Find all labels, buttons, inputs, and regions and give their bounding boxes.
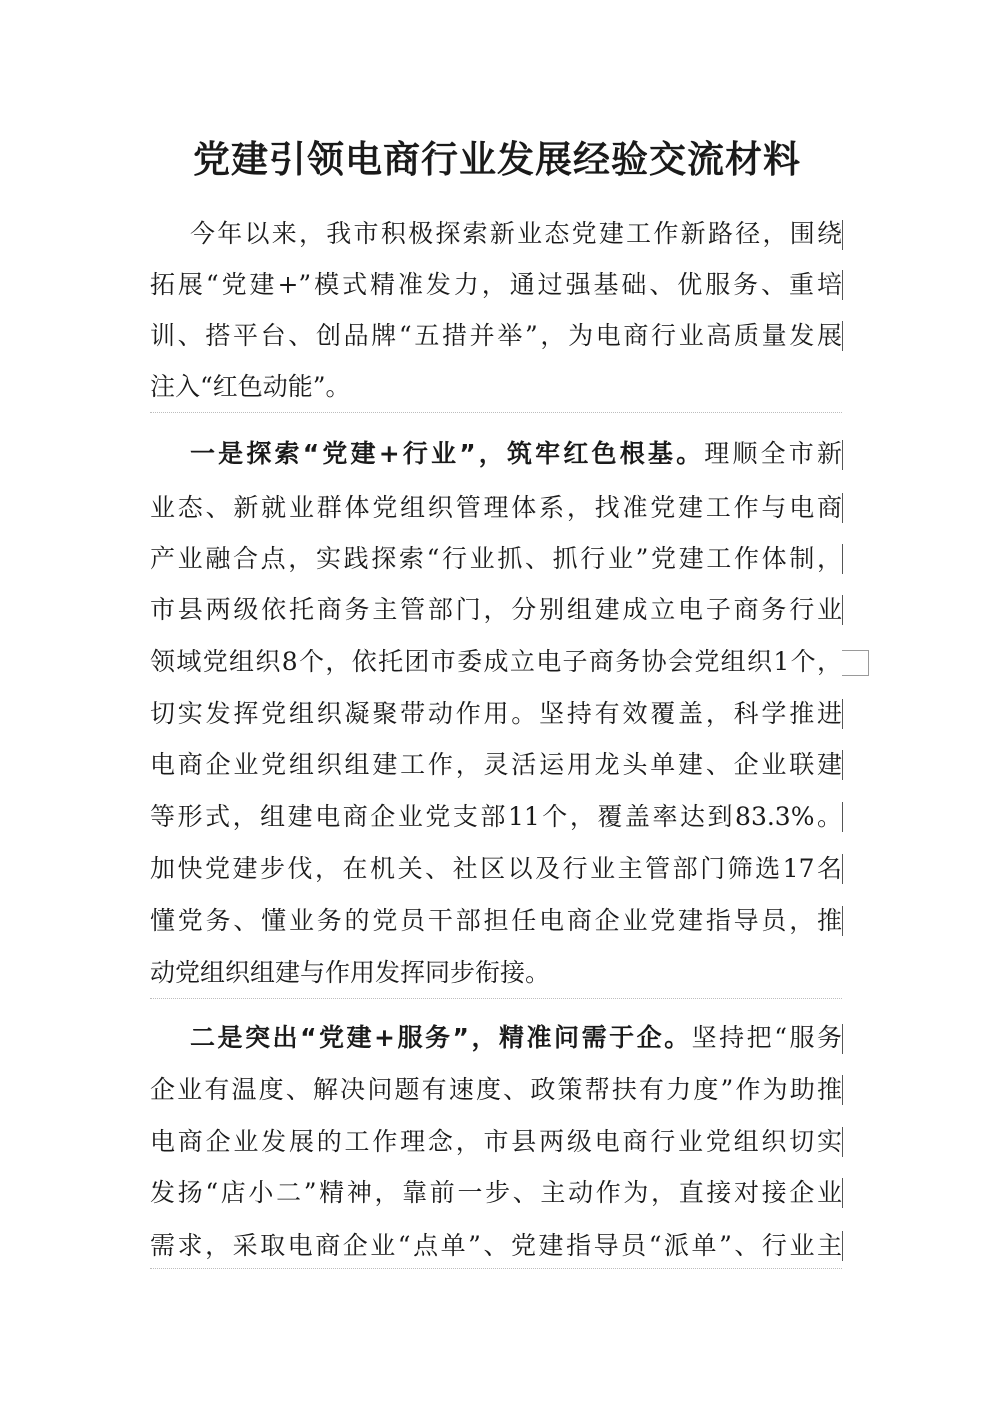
text-boundary-mark: [842, 440, 843, 470]
paragraph-separator: [150, 412, 842, 413]
text-boundary-mark: [842, 854, 843, 884]
paragraph-text: 坚持把“服务: [691, 1023, 842, 1052]
section-heading-line: [190, 1018, 842, 1058]
text-boundary-mark: [842, 1178, 843, 1208]
paragraph-separator: [150, 998, 842, 999]
paragraph-line: 懂党务、懂业务的党员干部担任电商企业党建指导员，推: [150, 906, 842, 935]
paragraph-line: 动党组织组建与作用发挥同步衔接。: [150, 958, 551, 987]
paragraph-line: 电商企业党组织组建工作，灵活运用龙头单建、企业联建: [150, 750, 842, 779]
section-heading: 二是突出“党建+服务”，精准问需于企。: [190, 1023, 692, 1052]
text-boundary-mark: [842, 544, 843, 574]
text-boundary-mark: [842, 1024, 843, 1054]
text-boundary-mark: [842, 493, 843, 523]
paragraph-line: 切实发挥党组织凝聚带动作用。坚持有效覆盖，科学推进: [150, 699, 842, 728]
text-boundary-mark: [842, 1231, 843, 1261]
text-overflow-mark: [842, 650, 869, 676]
paragraph-line: 今年以来，我市积极探索新业态党建工作新路径，围绕: [190, 219, 842, 248]
text-boundary-mark: [842, 270, 843, 300]
paragraph-line: 发扬“店小二”精神，靠前一步、主动作为，直接对接企业: [150, 1178, 842, 1207]
paragraph-line: 企业有温度、解决问题有速度、政策帮扶有力度”作为助推: [150, 1075, 842, 1104]
paragraph-line: 产业融合点，实践探索“行业抓、抓行业”党建工作体制，: [150, 544, 842, 573]
paragraph-line: 领域党组织8个，依托团市委成立电子商务协会党组织1个，: [150, 647, 842, 676]
text-boundary-mark: [842, 220, 843, 250]
text-boundary-mark: [842, 321, 843, 351]
paragraph-separator: [150, 1268, 842, 1269]
paragraph-line: 加快党建步伐，在机关、社区以及行业主管部门筛选17名: [150, 854, 842, 883]
paragraph-line: 需求，采取电商企业“点单”、党建指导员“派单”、行业主: [150, 1231, 842, 1260]
paragraph-line: 训、搭平台、创品牌“五措并举”，为电商行业高质量发展: [150, 321, 842, 350]
text-boundary-mark: [842, 595, 843, 625]
paragraph-line: 业态、新就业群体党组织管理体系，找准党建工作与电商: [150, 493, 842, 522]
text-boundary-mark: [842, 699, 843, 729]
paragraph-line: 等形式，组建电商企业党支部11个，覆盖率达到83.3%。: [150, 802, 842, 831]
text-boundary-mark: [842, 1127, 843, 1157]
paragraph-line: 电商企业发展的工作理念，市县两级电商行业党组织切实: [150, 1127, 842, 1156]
paragraph-text: 理顺全市新: [704, 439, 842, 468]
paragraph-line: 注入“红色动能”。: [150, 372, 351, 401]
section-heading-line: [190, 434, 842, 474]
text-boundary-mark: [842, 802, 843, 832]
document-title: 党建引领电商行业发展经验交流材料: [193, 138, 801, 181]
text-boundary-mark: [842, 1075, 843, 1105]
paragraph-line: 拓展“党建+”模式精准发力，通过强基础、优服务、重培: [150, 270, 842, 299]
paragraph-line: 市县两级依托商务主管部门，分别组建成立电子商务行业: [150, 595, 842, 624]
text-boundary-mark: [842, 906, 843, 936]
text-boundary-mark: [842, 750, 843, 780]
section-heading: 一是探索“党建+行业”，筑牢红色根基。: [190, 439, 705, 468]
